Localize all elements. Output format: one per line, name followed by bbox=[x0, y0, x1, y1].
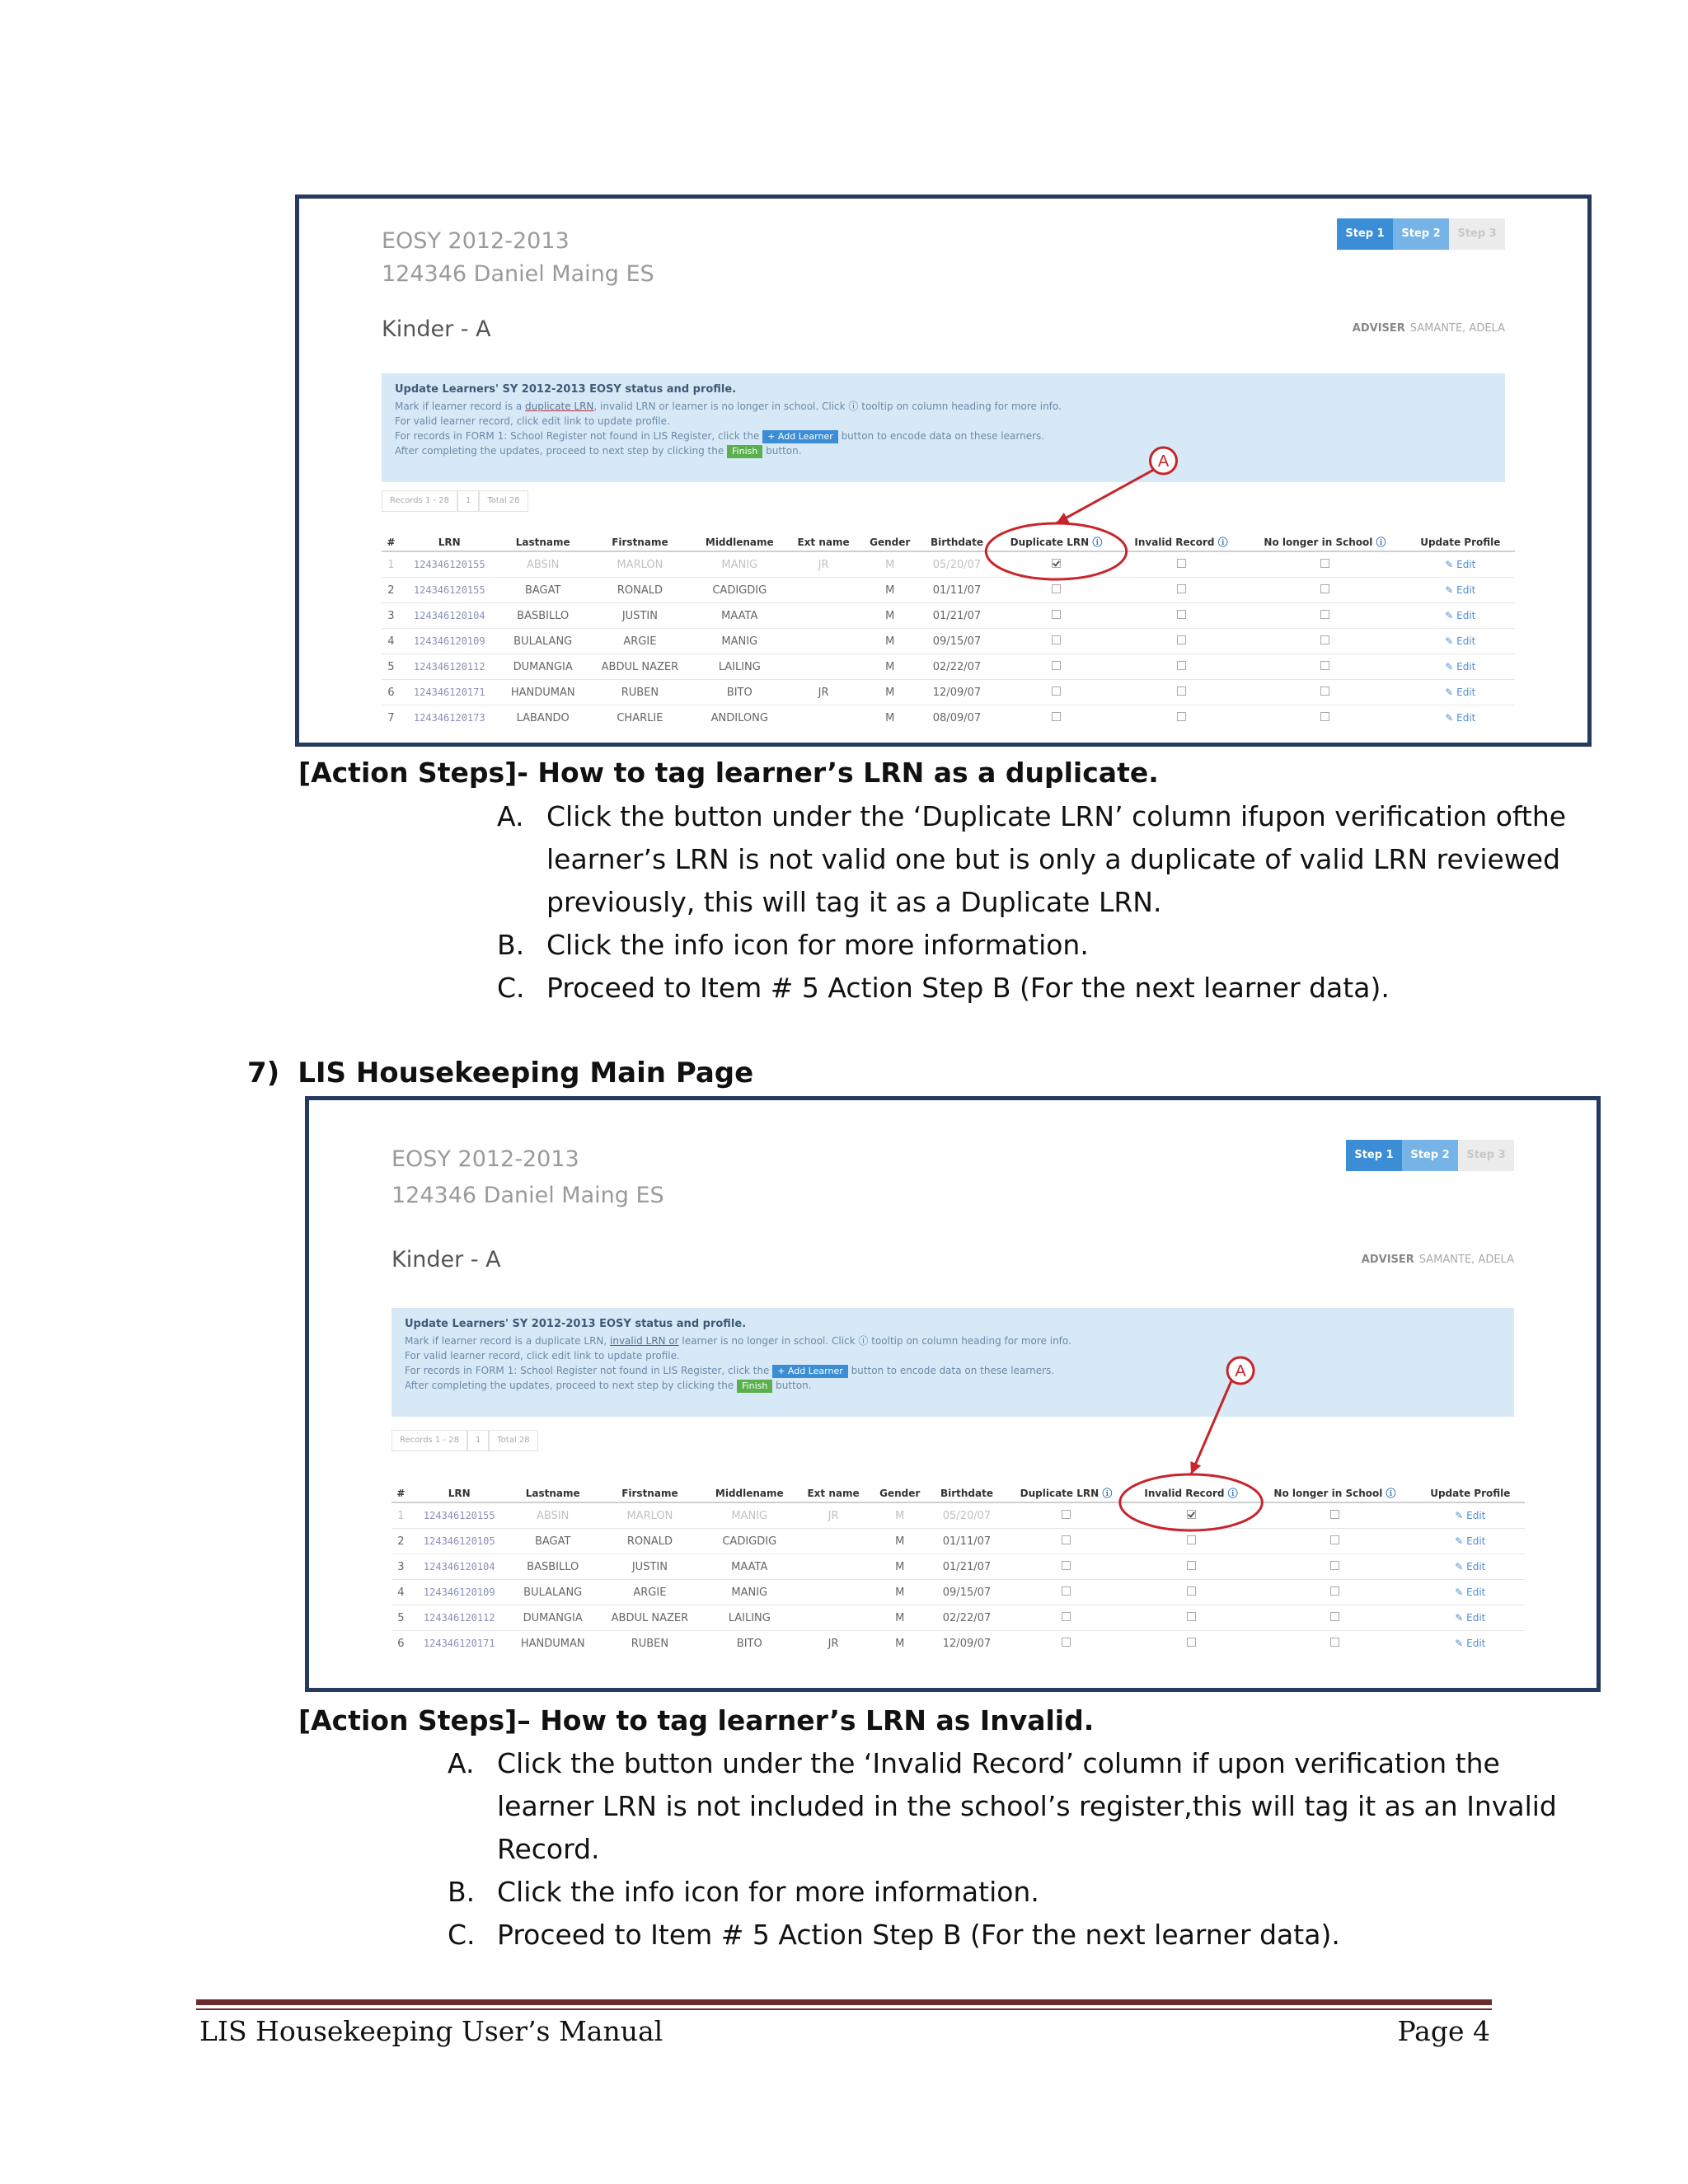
records-range: Records 1 - 28 bbox=[382, 490, 457, 512]
middlename-cell: MAATA bbox=[692, 603, 786, 629]
firstname-cell: ABDUL NAZER bbox=[588, 654, 693, 680]
column-label: No longer in School bbox=[1273, 1488, 1383, 1499]
step-text: Click the button under the ‘Invalid Record’ column if upon verification the bbox=[497, 1747, 1500, 1779]
adviser-name: SAMANTE, ADELA bbox=[1409, 322, 1505, 335]
firstname-cell: MARLON bbox=[598, 1502, 703, 1529]
column-label: # bbox=[396, 1488, 406, 1499]
school-name: 124346 Daniel Maing ES bbox=[392, 1183, 664, 1208]
birthdate-cell: 05/20/07 bbox=[930, 1502, 1005, 1529]
edit-icon: ✎ bbox=[1445, 635, 1457, 647]
edit-label: Edit bbox=[1466, 1509, 1486, 1521]
section-title: Kinder - A bbox=[392, 1247, 501, 1272]
step-text: Record. bbox=[497, 1833, 600, 1865]
column-label: Middlename bbox=[705, 537, 774, 548]
row-number: 2 bbox=[392, 1529, 410, 1554]
action-steps-list-1 bbox=[497, 795, 1566, 1010]
firstname-cell: MARLON bbox=[588, 551, 693, 578]
info-line-4: After completing the updates, proceed to next step by clicking the Finish button. bbox=[395, 445, 802, 457]
school-year-title: EOSY 2012-2013 bbox=[382, 228, 570, 254]
step-text: Click the button under the ‘Duplicate LRN’ column ifupon verification ofthe bbox=[546, 800, 1567, 832]
info-icon[interactable]: ⓘ bbox=[1382, 1488, 1396, 1499]
section-heading-7: 7) LIS Housekeeping Main Page bbox=[247, 1057, 754, 1090]
lastname-cell: BAGAT bbox=[499, 578, 588, 603]
middlename-cell: CADIGDIG bbox=[702, 1529, 796, 1554]
info-icon[interactable]: ⓘ bbox=[1372, 537, 1386, 548]
column-label: Firstname bbox=[612, 537, 668, 548]
birthdate-cell: 09/15/07 bbox=[920, 629, 995, 654]
footer-rule-thin bbox=[196, 2008, 1492, 2010]
adviser-label: ADVISER bbox=[1361, 1254, 1414, 1266]
birthdate-cell: 05/20/07 bbox=[920, 551, 995, 578]
birthdate-cell: 09/15/07 bbox=[930, 1580, 1005, 1605]
column-label: Middlename bbox=[715, 1488, 784, 1499]
lrn-cell: 124346120112 bbox=[410, 1605, 509, 1631]
gender-cell: M bbox=[870, 1605, 930, 1631]
info-icon[interactable]: ⓘ bbox=[1214, 537, 1228, 548]
lastname-cell: DUMANGIA bbox=[509, 1605, 598, 1631]
middlename-cell: MANIG bbox=[692, 551, 786, 578]
info-line-2: For valid learner record, click edit link to update profile. bbox=[395, 415, 670, 427]
records-total: Total 28 bbox=[489, 1430, 537, 1451]
step-text: Proceed to Item # 5 Action Step B (For the next learner data). bbox=[497, 1919, 1340, 1951]
birthdate-cell: 01/11/07 bbox=[920, 578, 995, 603]
row-number: 7 bbox=[382, 705, 401, 731]
row-number: 3 bbox=[392, 1554, 410, 1580]
finish-button[interactable]: Finish bbox=[727, 445, 762, 458]
lastname-cell: BULALANG bbox=[509, 1580, 598, 1605]
step-2-button[interactable]: Step 2 bbox=[1402, 1140, 1458, 1171]
middlename-cell: BITO bbox=[702, 1631, 796, 1657]
lrn-cell: 124346120173 bbox=[401, 705, 499, 731]
info-icon[interactable]: ⓘ bbox=[1089, 537, 1103, 548]
step-letter: A. bbox=[497, 800, 524, 832]
screenshot-invalid-record bbox=[305, 1096, 1601, 1692]
gender-cell: M bbox=[860, 603, 920, 629]
info-icon: ⓘ bbox=[858, 1335, 869, 1347]
row-number: 6 bbox=[382, 680, 401, 705]
lastname-cell: ABSIN bbox=[509, 1502, 598, 1529]
step-2-button[interactable]: Step 2 bbox=[1393, 218, 1449, 250]
extname-cell: JR bbox=[796, 1631, 870, 1657]
adviser-name: SAMANTE, ADELA bbox=[1418, 1254, 1514, 1266]
school-year-title: EOSY 2012-2013 bbox=[392, 1146, 579, 1172]
row-number: 5 bbox=[382, 654, 401, 680]
lastname-cell: BASBILLO bbox=[509, 1554, 598, 1580]
step-3-button[interactable]: Step 3 bbox=[1458, 1140, 1514, 1171]
step-line bbox=[448, 1914, 1557, 1957]
step-letter: C. bbox=[448, 1919, 476, 1951]
step-line bbox=[497, 838, 1566, 881]
edit-icon: ✎ bbox=[1445, 711, 1457, 724]
step-line bbox=[497, 795, 1566, 838]
info-title: Update Learners' SY 2012-2013 EOSY status and profile. bbox=[405, 1318, 747, 1330]
info-icon[interactable]: ⓘ bbox=[1099, 1488, 1113, 1499]
edit-label: Edit bbox=[1466, 1637, 1486, 1649]
middlename-cell: MAATA bbox=[702, 1554, 796, 1580]
gender-cell: M bbox=[870, 1580, 930, 1605]
add-learner-button[interactable]: + Add Learner bbox=[772, 1365, 848, 1378]
middlename-cell: MANIG bbox=[702, 1502, 796, 1529]
edit-label: Edit bbox=[1466, 1535, 1486, 1547]
gender-cell: M bbox=[870, 1502, 930, 1529]
step-text: Click the info icon for more information. bbox=[546, 929, 1089, 961]
edit-label: Edit bbox=[1466, 1586, 1486, 1598]
lastname-cell: BAGAT bbox=[509, 1529, 598, 1554]
lastname-cell: HANDUMAN bbox=[509, 1631, 598, 1657]
gender-cell: M bbox=[870, 1529, 930, 1554]
edit-icon: ✎ bbox=[1455, 1586, 1467, 1598]
edit-icon: ✎ bbox=[1455, 1637, 1467, 1649]
page-1-button[interactable]: 1 bbox=[467, 1430, 489, 1451]
birthdate-cell: 01/11/07 bbox=[930, 1529, 1005, 1554]
lrn-cell: 124346120171 bbox=[410, 1631, 509, 1657]
info-line-3: For records in FORM 1: School Register not found in LIS Register, click the + Add Learner button to encode data on these learners. bbox=[395, 430, 1045, 442]
firstname-cell: ARGIE bbox=[588, 629, 693, 654]
gender-cell: M bbox=[860, 705, 920, 731]
birthdate-cell: 12/09/07 bbox=[930, 1631, 1005, 1657]
step-line bbox=[448, 1871, 1557, 1914]
step-text: Proceed to Item # 5 Action Step B (For the next learner data). bbox=[546, 972, 1390, 1004]
lrn-cell: 124346120104 bbox=[401, 603, 499, 629]
gender-cell: M bbox=[860, 578, 920, 603]
middlename-cell: MANIG bbox=[702, 1580, 796, 1605]
column-label: Gender bbox=[870, 537, 911, 548]
step-line bbox=[497, 924, 1566, 967]
column-label: # bbox=[387, 537, 396, 548]
column-label: LRN bbox=[448, 1488, 471, 1499]
middlename-cell: LAILING bbox=[692, 654, 786, 680]
footer-rule bbox=[196, 1999, 1492, 2005]
lrn-cell: 124346120155 bbox=[401, 578, 499, 603]
row-number: 6 bbox=[392, 1631, 410, 1657]
action-steps-caption-2: [Action Steps]– How to tag learner’s LRN as Invalid. bbox=[298, 1704, 1095, 1736]
firstname-cell: RUBEN bbox=[588, 680, 693, 705]
edit-icon: ✎ bbox=[1445, 609, 1457, 621]
edit-icon: ✎ bbox=[1455, 1509, 1467, 1521]
action-steps-list-2 bbox=[448, 1742, 1557, 1957]
add-learner-button[interactable]: + Add Learner bbox=[762, 430, 838, 443]
firstname-cell: ARGIE bbox=[598, 1580, 703, 1605]
school-name: 124346 Daniel Maing ES bbox=[382, 261, 654, 287]
lastname-cell: BASBILLO bbox=[499, 603, 588, 629]
column-label: Lastname bbox=[515, 537, 570, 548]
column-label: Ext name bbox=[797, 537, 850, 548]
info-icon[interactable]: ⓘ bbox=[1224, 1488, 1238, 1499]
info-line-2: For valid learner record, click edit link to update profile. bbox=[405, 1350, 680, 1361]
edit-label: Edit bbox=[1466, 1611, 1486, 1624]
column-label: Duplicate LRN bbox=[1020, 1488, 1100, 1499]
lastname-cell: ABSIN bbox=[499, 551, 588, 578]
firstname-cell: RUBEN bbox=[598, 1631, 703, 1657]
annotation-arrow bbox=[1057, 469, 1156, 523]
lrn-cell: 124346120109 bbox=[410, 1580, 509, 1605]
edit-label: Edit bbox=[1456, 711, 1476, 724]
step-indent bbox=[497, 838, 546, 881]
gender-cell: M bbox=[860, 629, 920, 654]
column-label: LRN bbox=[438, 537, 461, 548]
info-icon: ⓘ bbox=[848, 401, 859, 412]
column-label: No longer in School bbox=[1264, 537, 1373, 548]
column-label: Ext name bbox=[807, 1488, 860, 1499]
column-label: Gender bbox=[879, 1488, 921, 1499]
row-number: 3 bbox=[382, 603, 401, 629]
column-label: Duplicate LRN bbox=[1010, 537, 1090, 548]
info-line-1: Mark if learner record is a duplicate LRN, invalid LRN or learner is no longer in school. Click ⓘ tooltip on column heading for more info. bbox=[405, 1335, 1071, 1347]
adviser-label: ADVISER bbox=[1352, 322, 1405, 335]
birthdate-cell: 08/09/07 bbox=[920, 705, 995, 731]
step-text: Click the info icon for more information. bbox=[497, 1876, 1039, 1908]
annotation-letter: A bbox=[1235, 1362, 1246, 1380]
edit-label: Edit bbox=[1456, 558, 1476, 570]
edit-label: Edit bbox=[1456, 660, 1476, 673]
middlename-cell: MANIG bbox=[692, 629, 786, 654]
birthdate-cell: 12/09/07 bbox=[920, 680, 995, 705]
step-letter: B. bbox=[448, 1876, 476, 1908]
lrn-cell: 124346120171 bbox=[401, 680, 499, 705]
extname-cell: JR bbox=[786, 680, 860, 705]
info-title: Update Learners' SY 2012-2013 EOSY status and profile. bbox=[395, 383, 737, 396]
edit-icon: ✎ bbox=[1455, 1535, 1467, 1547]
footer-title: LIS Housekeeping User’s Manual bbox=[199, 2015, 663, 2047]
row-number: 1 bbox=[392, 1502, 410, 1529]
lrn-cell: 124346120112 bbox=[401, 654, 499, 680]
gender-cell: M bbox=[860, 551, 920, 578]
step-line bbox=[448, 1785, 1557, 1828]
records-total: Total 28 bbox=[479, 490, 528, 512]
firstname-cell: RONALD bbox=[598, 1529, 703, 1554]
column-label: Birthdate bbox=[930, 537, 983, 548]
edit-icon: ✎ bbox=[1445, 558, 1457, 570]
section-title: Kinder - A bbox=[382, 316, 491, 342]
firstname-cell: CHARLIE bbox=[588, 705, 693, 731]
lastname-cell: LABANDO bbox=[499, 705, 588, 731]
column-label: Firstname bbox=[621, 1488, 678, 1499]
column-label: Invalid Record bbox=[1134, 537, 1215, 548]
annotation-arrow bbox=[1191, 1379, 1232, 1474]
step-text: previously, this will tag it as a Duplicate LRN. bbox=[546, 886, 1162, 918]
duplicate-lrn-link[interactable]: duplicate LRN bbox=[525, 401, 594, 412]
middlename-cell: BITO bbox=[692, 680, 786, 705]
column-label: Birthdate bbox=[940, 1488, 993, 1499]
invalid-lrn-link[interactable]: invalid LRN or bbox=[610, 1335, 679, 1347]
action-steps-caption-1: [Action Steps]- How to tag learner’s LRN as a duplicate. bbox=[298, 757, 1159, 789]
extname-cell: JR bbox=[786, 551, 860, 578]
lastname-cell: BULALANG bbox=[499, 629, 588, 654]
middlename-cell: CADIGDIG bbox=[692, 578, 786, 603]
info-line-4: After completing the updates, proceed to next step by clicking the Finish button. bbox=[405, 1380, 812, 1391]
edit-label: Edit bbox=[1456, 609, 1476, 621]
row-number: 2 bbox=[382, 578, 401, 603]
step-letter: A. bbox=[448, 1747, 475, 1779]
extname-cell: JR bbox=[796, 1502, 870, 1529]
screenshot-duplicate-lrn bbox=[295, 194, 1592, 747]
firstname-cell: ABDUL NAZER bbox=[598, 1605, 703, 1631]
column-label: Update Profile bbox=[1420, 537, 1501, 548]
highlight-circle bbox=[1120, 1474, 1263, 1530]
firstname-cell: RONALD bbox=[588, 578, 693, 603]
edit-icon: ✎ bbox=[1445, 583, 1457, 596]
firstname-cell: JUSTIN bbox=[598, 1554, 703, 1580]
info-line-1: Mark if learner record is a duplicate LRN, invalid LRN or learner is no longer in school. Click ⓘ tooltip on column heading for more info. bbox=[395, 401, 1062, 412]
annotation-letter: A bbox=[1157, 452, 1170, 471]
finish-button[interactable]: Finish bbox=[737, 1380, 772, 1393]
column-label: Invalid Record bbox=[1144, 1488, 1225, 1499]
birthdate-cell: 02/22/07 bbox=[920, 654, 995, 680]
middlename-cell: LAILING bbox=[702, 1605, 796, 1631]
step-3-button[interactable]: Step 3 bbox=[1449, 218, 1505, 250]
step-indent bbox=[448, 1785, 497, 1828]
step-letter: C. bbox=[497, 972, 525, 1004]
lrn-cell: 124346120155 bbox=[410, 1502, 509, 1529]
birthdate-cell: 01/21/07 bbox=[920, 603, 995, 629]
row-number: 1 bbox=[382, 551, 401, 578]
row-number: 4 bbox=[382, 629, 401, 654]
row-number: 5 bbox=[392, 1605, 410, 1631]
page-1-button[interactable]: 1 bbox=[457, 490, 479, 512]
step-line bbox=[448, 1828, 1557, 1871]
edit-icon: ✎ bbox=[1455, 1611, 1467, 1624]
annotation-overlay bbox=[309, 1100, 1597, 1688]
records-range: Records 1 - 28 bbox=[392, 1430, 467, 1451]
edit-label: Edit bbox=[1456, 686, 1476, 698]
step-text: learner’s LRN is not valid one but is only a duplicate of valid LRN reviewed bbox=[546, 843, 1561, 875]
gender-cell: M bbox=[860, 654, 920, 680]
lrn-cell: 124346120109 bbox=[401, 629, 499, 654]
lastname-cell: DUMANGIA bbox=[499, 654, 588, 680]
step-line bbox=[497, 967, 1566, 1010]
gender-cell: M bbox=[870, 1631, 930, 1657]
page-number: Page 4 bbox=[1397, 2015, 1490, 2047]
birthdate-cell: 01/21/07 bbox=[930, 1554, 1005, 1580]
annotation-overlay bbox=[299, 199, 1587, 743]
step-1-button[interactable]: Step 1 bbox=[1337, 218, 1393, 250]
step-letter: B. bbox=[497, 929, 525, 961]
gender-cell: M bbox=[870, 1554, 930, 1580]
step-line bbox=[448, 1742, 1557, 1785]
gender-cell: M bbox=[860, 680, 920, 705]
birthdate-cell: 02/22/07 bbox=[930, 1605, 1005, 1631]
lrn-cell: 124346120104 bbox=[410, 1554, 509, 1580]
info-line-3: For records in FORM 1: School Register not found in LIS Register, click the + Add Learner button to encode data on these learners. bbox=[405, 1365, 1055, 1376]
edit-icon: ✎ bbox=[1455, 1560, 1467, 1572]
lrn-cell: 124346120105 bbox=[410, 1529, 509, 1554]
middlename-cell: ANDILONG bbox=[692, 705, 786, 731]
step-indent bbox=[448, 1828, 497, 1871]
step-indent bbox=[497, 881, 546, 924]
firstname-cell: JUSTIN bbox=[588, 603, 693, 629]
column-label: Update Profile bbox=[1430, 1488, 1511, 1499]
lastname-cell: HANDUMAN bbox=[499, 680, 588, 705]
edit-icon: ✎ bbox=[1445, 686, 1457, 698]
step-1-button[interactable]: Step 1 bbox=[1346, 1140, 1402, 1171]
lrn-cell: 124346120155 bbox=[401, 551, 499, 578]
edit-label: Edit bbox=[1456, 583, 1476, 596]
edit-icon: ✎ bbox=[1445, 660, 1457, 673]
column-label: Lastname bbox=[525, 1488, 580, 1499]
row-number: 4 bbox=[392, 1580, 410, 1605]
step-text: learner LRN is not included in the school’s register,this will tag it as an Invalid bbox=[497, 1790, 1557, 1822]
edit-label: Edit bbox=[1466, 1560, 1486, 1572]
step-line bbox=[497, 881, 1566, 924]
highlight-circle bbox=[986, 523, 1127, 579]
edit-label: Edit bbox=[1456, 635, 1476, 647]
